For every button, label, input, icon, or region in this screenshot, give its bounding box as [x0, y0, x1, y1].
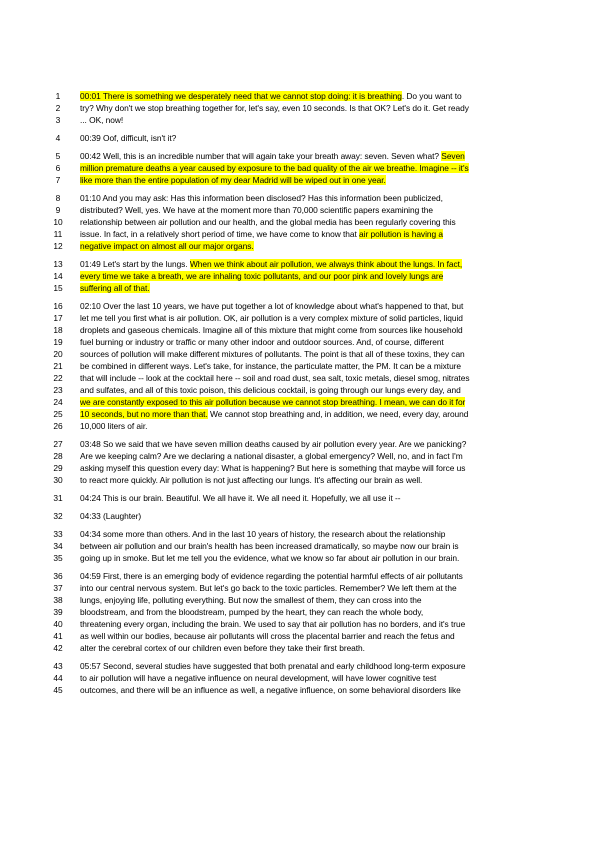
- line-text: [80, 132, 518, 144]
- transcript-line: [0, 606, 600, 618]
- line-text: [80, 114, 518, 126]
- transcript-line: [0, 228, 600, 240]
- line-text: [80, 102, 518, 114]
- line-text: [80, 372, 518, 384]
- text-segment: 04:59 First, there is an emerging body of evidence regarding the potential harmful effects of air pollutants: [80, 571, 463, 581]
- transcript-line: [0, 420, 600, 432]
- line-number: 36: [53, 571, 63, 581]
- line-number: 2: [55, 103, 61, 113]
- line-number: 14: [53, 271, 63, 281]
- transcript-line: [0, 408, 600, 420]
- line-number: 39: [53, 607, 63, 617]
- text-segment: outcomes, and there will be an influence as well, a negative influence, on some behavioral disorders like: [80, 685, 461, 695]
- line-number: 30: [53, 475, 63, 485]
- text-segment: and sulfates, and all of this toxic poison, this delicious cocktail, is going through our lungs every day, and: [80, 385, 461, 395]
- transcript-line: [0, 300, 600, 312]
- text-segment: droplets and gaseous chemicals. Imagine all of this mixture that might come from sources like household: [80, 325, 463, 335]
- line-number: 11: [53, 229, 63, 239]
- transcript-paragraph: [0, 90, 600, 126]
- line-text: [80, 474, 518, 486]
- highlighted-text: like more than the entire population of my dear Madrid will be wiped out in one year.: [80, 175, 386, 185]
- line-text: [80, 90, 518, 102]
- line-text: [80, 408, 518, 420]
- line-text: [80, 438, 518, 450]
- text-segment: 10,000 liters of air.: [80, 421, 148, 431]
- line-number: 5: [55, 151, 61, 161]
- transcript-line: [0, 438, 600, 450]
- text-segment: ... OK, now!: [80, 115, 124, 125]
- text-segment: 00:42 Well, this is an incredible number that will again take your breath away: seven. Seven what?: [80, 151, 442, 161]
- text-segment: 03:48 So we said that we have seven million deaths caused by air pollution every year. Are we panicking?: [80, 439, 467, 449]
- line-text: [80, 582, 518, 594]
- transcript-line: [0, 540, 600, 552]
- text-segment: . Do you want to: [401, 91, 462, 101]
- text-segment: alter the cerebral cortex of our children even before they take their first breath.: [80, 643, 365, 653]
- line-number: 24: [53, 397, 63, 407]
- transcript-line: [0, 396, 600, 408]
- transcript-paragraph: [0, 192, 600, 252]
- transcript-line: [0, 114, 600, 126]
- line-number: 1: [55, 91, 61, 101]
- text-segment: asking myself this question every day: What is happening? But here is something that maybe will force us: [80, 463, 466, 473]
- text-segment: be combined in different ways. Let's take, for instance, the particulate matter, the PM. It can be a mixture: [80, 361, 462, 371]
- transcript-line: [0, 582, 600, 594]
- transcript-line: [0, 102, 600, 114]
- text-segment: distributed? Well, yes. We have at the moment more than 70,000 scientific papers examining the: [80, 205, 433, 215]
- transcript-line: [0, 348, 600, 360]
- transcript-line: [0, 618, 600, 630]
- line-number: 12: [53, 241, 63, 251]
- line-number: 18: [53, 325, 63, 335]
- line-number: 4: [55, 133, 61, 143]
- text-segment: Are we keeping calm? Are we declaring a national disaster, a global emergency? Well, no, and in fact I'm: [80, 451, 463, 461]
- transcript-paragraph: [0, 150, 600, 186]
- transcript-paragraph: [0, 132, 600, 144]
- line-number: 28: [53, 451, 63, 461]
- text-segment: relationship between air pollution and our health, and the global media has been regularly covering this: [80, 217, 456, 227]
- text-segment: issue. In fact, in a relatively short period of time, we have come to know that: [80, 229, 360, 239]
- line-text: [80, 642, 518, 654]
- line-number: 38: [53, 595, 63, 605]
- line-number: 45: [53, 685, 63, 695]
- line-number: 41: [53, 631, 63, 641]
- transcript-line: [0, 192, 600, 204]
- transcript-line: [0, 462, 600, 474]
- line-text: [80, 492, 518, 504]
- line-text: [80, 630, 518, 642]
- text-segment: 04:24 This is our brain. Beautiful. We all have it. We all need it. Hopefully, we all use it --: [80, 493, 401, 503]
- line-text: [80, 150, 518, 162]
- line-text: [80, 258, 518, 270]
- line-text: [80, 684, 518, 696]
- text-segment: bloodstream, and from the bloodstream, pumped by the heart, they can reach the whole body,: [80, 607, 424, 617]
- line-text: [80, 162, 518, 174]
- transcript-line: [0, 594, 600, 606]
- line-text: [80, 462, 518, 474]
- line-text: [80, 360, 518, 372]
- highlighted-text: every time we take a breath, we are inhaling toxic pollutants, and our poor pink and lovely lungs are: [80, 271, 444, 281]
- line-number: 10: [53, 217, 63, 227]
- highlighted-text: suffering all of that.: [80, 283, 150, 293]
- highlighted-text: 00:01 There is something we desperately need that we cannot stop doing: it is breathing: [80, 91, 402, 101]
- transcript-line: [0, 258, 600, 270]
- transcript-paragraph: [0, 510, 600, 522]
- line-number: 44: [53, 673, 63, 683]
- text-segment: going up in smoke. But let me tell you the evidence, what we know so far about air pollution in our brain.: [80, 553, 460, 563]
- transcript-line: [0, 282, 600, 294]
- line-text: [80, 618, 518, 630]
- transcript-line: [0, 552, 600, 564]
- line-number: 9: [55, 205, 61, 215]
- line-number: 15: [53, 283, 63, 293]
- highlighted-text: million premature deaths a year caused by exposure to the bad quality of the air we breathe. Imagine -- it's: [80, 163, 469, 173]
- line-number: 19: [53, 337, 63, 347]
- highlighted-text: negative impact on almost all our major organs.: [80, 241, 254, 251]
- text-segment: 04:33 (Laughter): [80, 511, 142, 521]
- line-number: 22: [53, 373, 63, 383]
- transcript-paragraph: [0, 660, 600, 696]
- line-number: 37: [53, 583, 63, 593]
- line-number: 32: [53, 511, 63, 521]
- transcript-line: [0, 642, 600, 654]
- highlighted-text: 10 seconds, but no more than that.: [80, 409, 208, 419]
- line-text: [80, 570, 518, 582]
- transcript-line: [0, 384, 600, 396]
- line-text: [80, 606, 518, 618]
- highlighted-text: air pollution is having a: [359, 229, 443, 239]
- transcript-line: [0, 270, 600, 282]
- line-number: 42: [53, 643, 63, 653]
- transcript-line: [0, 528, 600, 540]
- line-number: 43: [53, 661, 63, 671]
- text-segment: to react more quickly. Air pollution is not just affecting our lungs. It's affecting our brain as well.: [80, 475, 423, 485]
- text-segment: threatening every organ, including the brain. We used to say that air pollution has no borders, and it's true: [80, 619, 466, 629]
- transcript-paragraph: [0, 438, 600, 486]
- line-text: [80, 216, 518, 228]
- line-number: 8: [55, 193, 61, 203]
- line-number: 16: [53, 301, 63, 311]
- text-segment: that will include -- look at the cocktail here -- soil and road dust, sea salt, toxic metals, diesel smog, nitrates: [80, 373, 470, 383]
- line-text: [80, 660, 518, 672]
- line-number: 13: [53, 259, 63, 269]
- line-text: [80, 420, 518, 432]
- text-segment: fuel burning or industry or traffic or many other indoor and outdoor sources. And, of course, different: [80, 337, 444, 347]
- transcript-line: [0, 684, 600, 696]
- line-number: 35: [53, 553, 63, 563]
- text-segment: 01:49 Let's start by the lungs.: [80, 259, 190, 269]
- text-segment: as well within our bodies, because air pollutants will cross the placental barrier and reach the fetus and: [80, 631, 455, 641]
- transcript-line: [0, 90, 600, 102]
- highlighted-text: Seven: [441, 151, 465, 161]
- line-text: [80, 594, 518, 606]
- transcript-line: [0, 312, 600, 324]
- transcript-line: [0, 492, 600, 504]
- transcript-paragraph: [0, 258, 600, 294]
- line-text: [80, 540, 518, 552]
- transcript-paragraph: [0, 528, 600, 564]
- line-text: [80, 270, 518, 282]
- transcript-line: [0, 216, 600, 228]
- transcript-line: [0, 162, 600, 174]
- line-text: [80, 204, 518, 216]
- text-segment: We cannot stop breathing and, in addition, we need, every day, around: [207, 409, 469, 419]
- transcript-paragraph: [0, 492, 600, 504]
- line-number: 40: [53, 619, 63, 629]
- text-segment: lungs, enjoying life, polluting everything. But now the smallest of them, they can cross into the: [80, 595, 422, 605]
- line-text: [80, 312, 518, 324]
- highlighted-text: we are constantly exposed to this air pollution because we cannot stop breathing. I mean, we can do it for: [80, 397, 466, 407]
- line-text: [80, 324, 518, 336]
- line-number: 23: [53, 385, 63, 395]
- line-text: [80, 240, 518, 252]
- transcript-line: [0, 570, 600, 582]
- transcript-line: [0, 672, 600, 684]
- transcript-line: [0, 240, 600, 252]
- text-segment: 00:39 Oof, difficult, isn't it?: [80, 133, 177, 143]
- text-segment: let me tell you first what is air pollution. OK, air pollution is a very complex mixture of solid particles, liquid: [80, 313, 463, 323]
- text-segment: between air pollution and our brain's health has been increased dramatically, so maybe now our brain is: [80, 541, 459, 551]
- transcript-line: [0, 336, 600, 348]
- transcript-line: [0, 132, 600, 144]
- transcript-line: [0, 660, 600, 672]
- highlighted-text: When we think about air pollution, we always think about the lungs. In fact,: [189, 259, 463, 269]
- line-number: 26: [53, 421, 63, 431]
- line-text: [80, 528, 518, 540]
- text-segment: try? Why don't we stop breathing together for, let's say, even 10 seconds. Is that OK? Let's do it. Get ready: [80, 103, 469, 113]
- line-text: [80, 282, 518, 294]
- transcript-line: [0, 474, 600, 486]
- line-number: 3: [55, 115, 61, 125]
- transcript-line: [0, 372, 600, 384]
- line-text: [80, 396, 518, 408]
- line-number: 34: [53, 541, 63, 551]
- text-segment: sources of pollution will make different mixtures of pollutants. The point is that all of these toxins, they can: [80, 349, 465, 359]
- line-number: 33: [53, 529, 63, 539]
- line-text: [80, 672, 518, 684]
- line-text: [80, 552, 518, 564]
- line-text: [80, 348, 518, 360]
- line-number: 20: [53, 349, 63, 359]
- transcript-line: [0, 450, 600, 462]
- transcript-line: [0, 324, 600, 336]
- transcript-line: [0, 630, 600, 642]
- transcript-line: [0, 174, 600, 186]
- transcript-line: [0, 204, 600, 216]
- line-text: [80, 384, 518, 396]
- line-text: [80, 228, 518, 240]
- line-text: [80, 174, 518, 186]
- transcript-line: [0, 510, 600, 522]
- text-segment: 05:57 Second, several studies have suggested that both prenatal and early childhood long-term exposure: [80, 661, 466, 671]
- text-segment: 02:10 Over the last 10 years, we have put together a lot of knowledge about what's happened to that, but: [80, 301, 464, 311]
- transcript-paragraph: [0, 300, 600, 432]
- line-text: [80, 510, 518, 522]
- line-number: 27: [53, 439, 63, 449]
- text-segment: to air pollution will have a negative influence on neural development, will have lower cognitive test: [80, 673, 437, 683]
- line-number: 29: [53, 463, 63, 473]
- transcript-line: [0, 150, 600, 162]
- line-text: [80, 192, 518, 204]
- line-number: 7: [55, 175, 61, 185]
- line-number: 6: [55, 163, 61, 173]
- line-number: 17: [53, 313, 63, 323]
- line-text: [80, 300, 518, 312]
- line-number: 31: [53, 493, 63, 503]
- transcript-line: [0, 360, 600, 372]
- text-segment: 01:10 And you may ask: Has this information been disclosed? Has this information been publicized,: [80, 193, 443, 203]
- text-segment: into our central nervous system. But let's go back to the toxic particles. Remember? We left them at the: [80, 583, 457, 593]
- line-text: [80, 450, 518, 462]
- text-segment: 04:34 some more than others. And in the last 10 years of history, the research about the relationship: [80, 529, 446, 539]
- line-text: [80, 336, 518, 348]
- transcript-paragraph: [0, 570, 600, 654]
- line-number: 25: [53, 409, 63, 419]
- line-number: 21: [53, 361, 63, 371]
